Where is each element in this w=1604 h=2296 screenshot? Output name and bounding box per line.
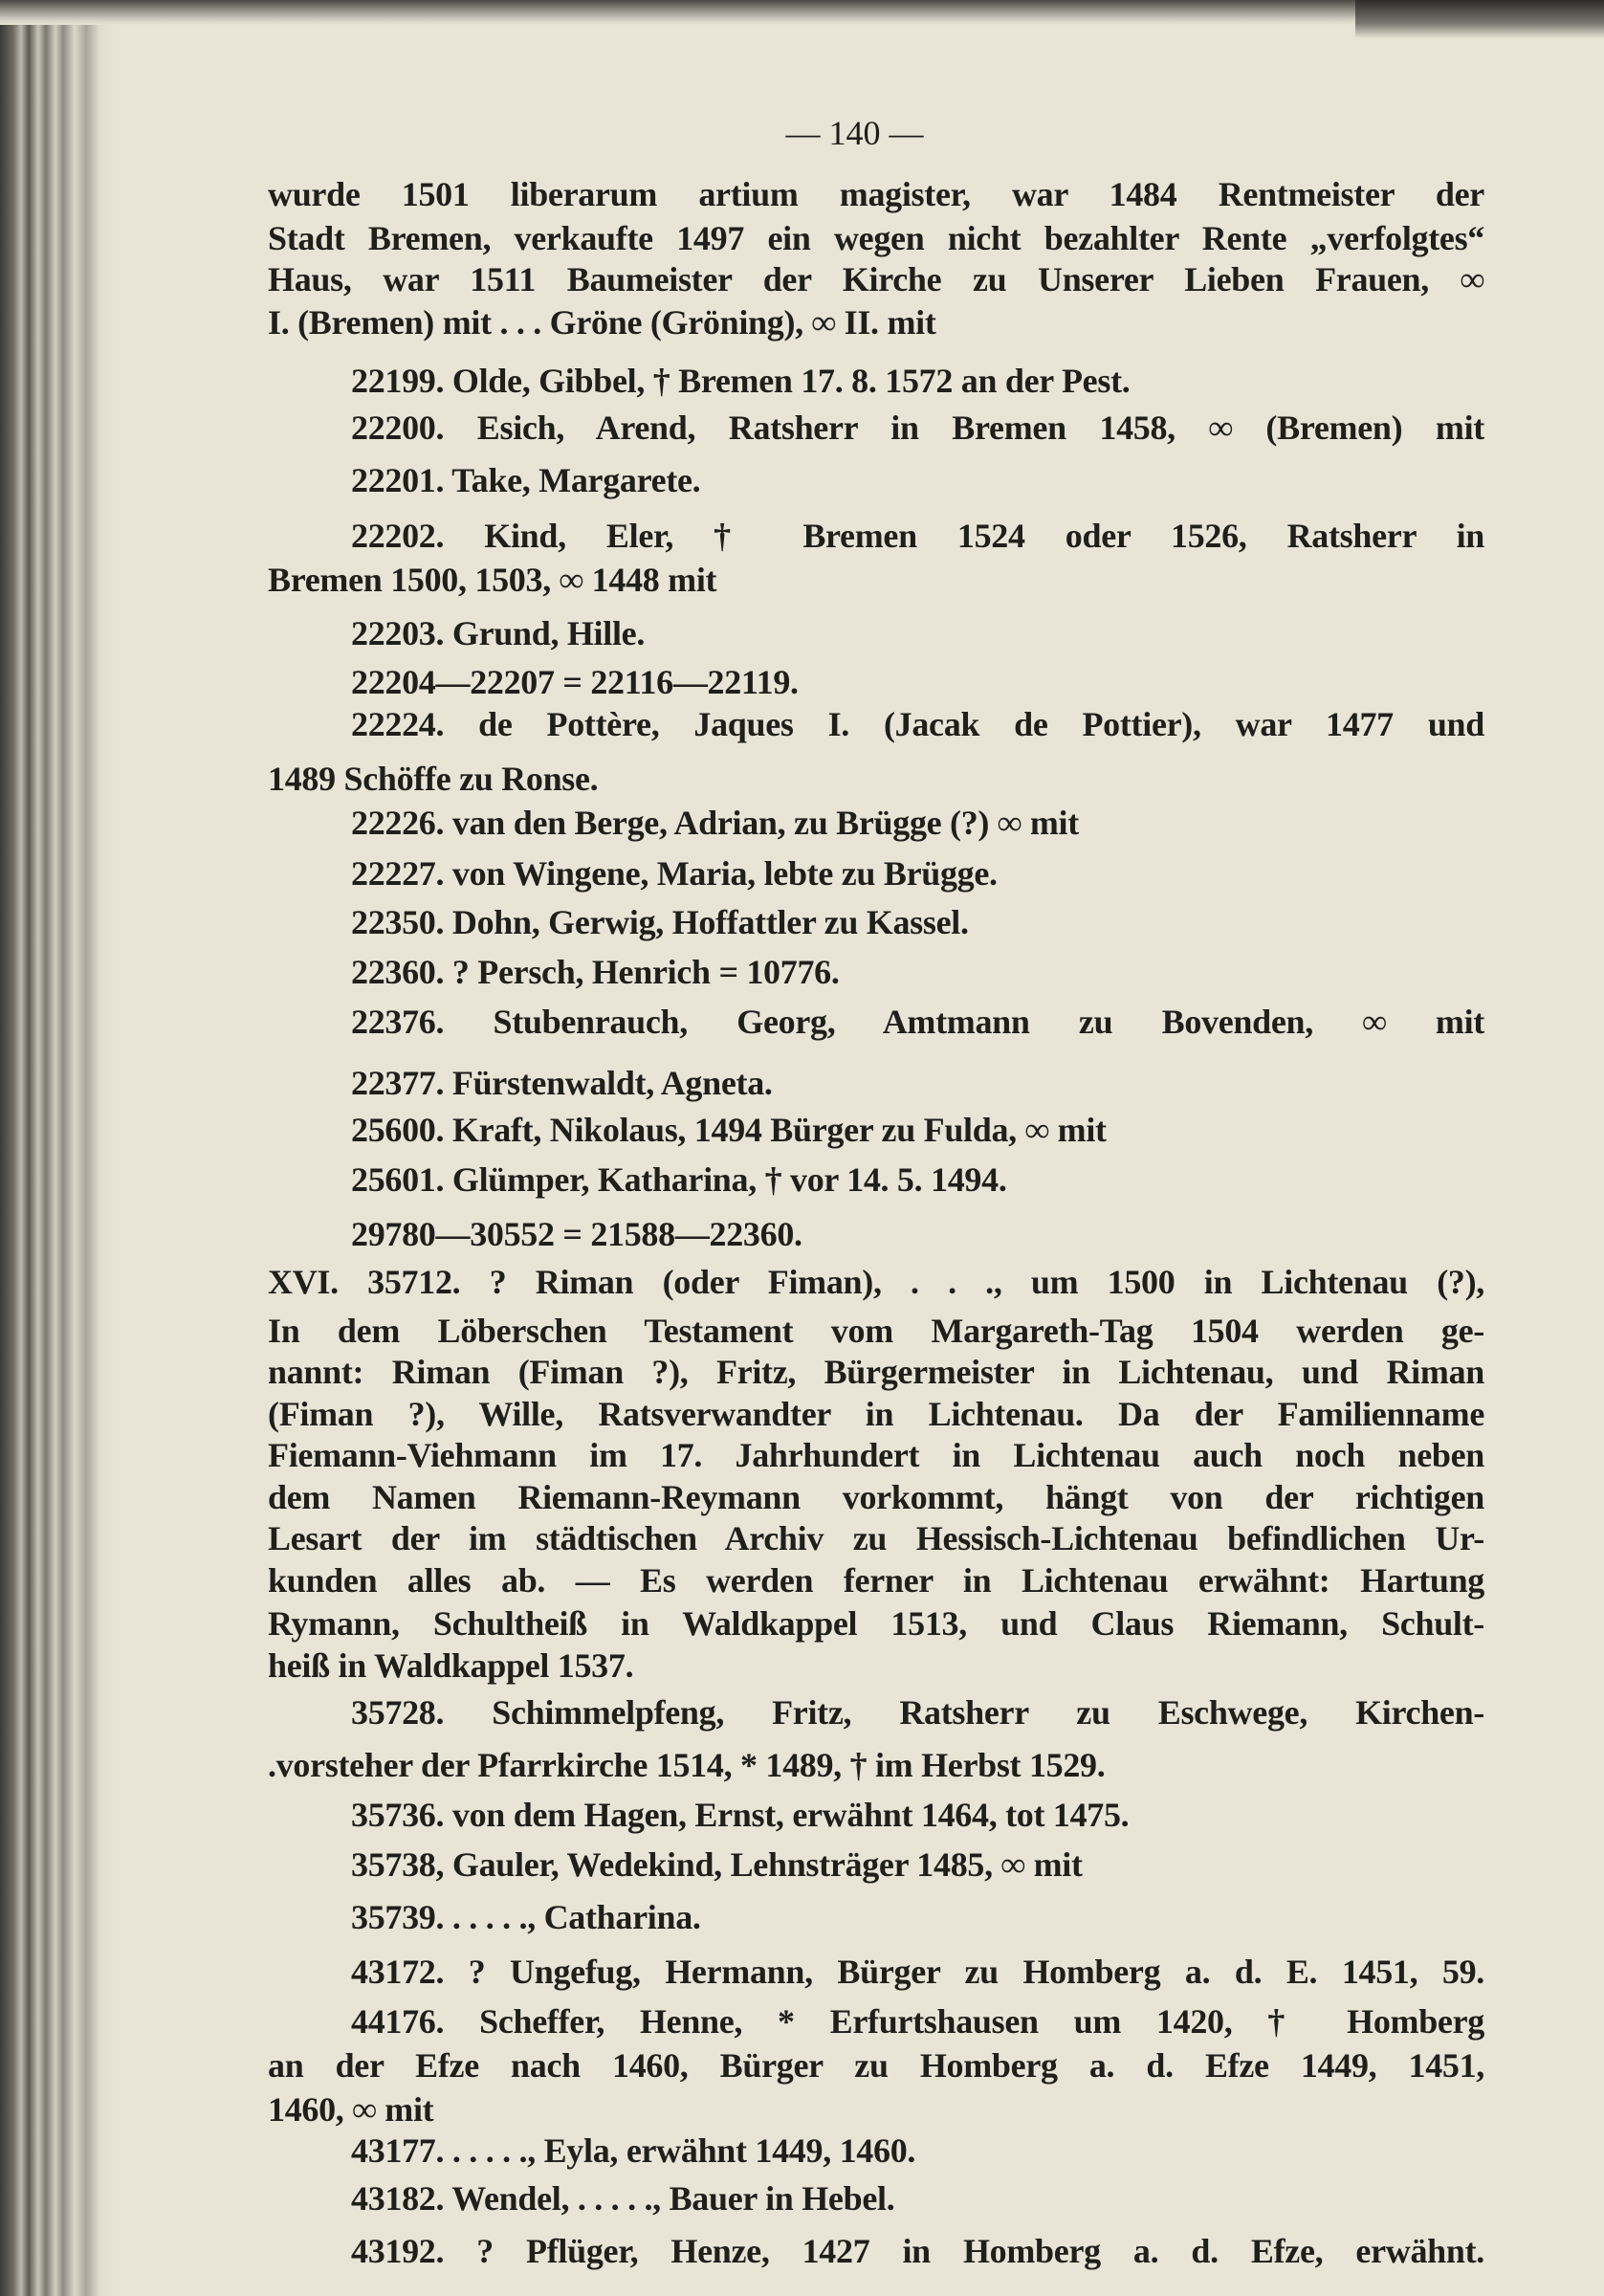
page-number: — 140 — bbox=[785, 114, 924, 152]
book-page-edges bbox=[0, 0, 115, 2296]
text-line: Haus, war 1511 Baumeister der Kirche zu Unserer Lieben Frauen, ∞ bbox=[268, 260, 1484, 298]
text-line: Rymann, Schultheiß in Waldkappel 1513, und Claus Riemann, Schult- bbox=[268, 1604, 1484, 1643]
text-line: 22376. Stubenrauch, Georg, Amtmann zu Bovenden, ∞ mit bbox=[351, 1003, 1484, 1041]
text-line: .vorsteher der Pfarrkirche 1514, * 1489, † im Herbst 1529. bbox=[268, 1746, 1106, 1784]
text-line: 22203. Grund, Hille. bbox=[351, 614, 646, 652]
text-line: 22350. Dohn, Gerwig, Hoffattler zu Kassel. bbox=[351, 903, 969, 941]
text-line: nannt: Riman (Fiman ?), Fritz, Bürgermeister in Lichtenau, und Riman bbox=[268, 1353, 1484, 1391]
text-line: 1489 Schöffe zu Ronse. bbox=[268, 760, 599, 798]
text-line: In dem Löberschen Testament vom Margareth-Tag 1504 werden ge- bbox=[268, 1312, 1484, 1350]
text-line: Fiemann-Viehmann im 17. Jahrhundert in Lichtenau auch noch neben bbox=[268, 1436, 1484, 1474]
text-line: Stadt Bremen, verkaufte 1497 ein wegen nicht bezahlter Rente „verfolgtes“ bbox=[268, 219, 1484, 257]
text-line: 22202. Kind, Eler, † Bremen 1524 oder 1526, Ratsherr in bbox=[351, 517, 1484, 555]
text-line: 25601. Glümper, Katharina, † vor 14. 5. 1494. bbox=[351, 1160, 1007, 1199]
text-line: kunden alles ab. — Es werden ferner in Lichtenau erwähnt: Hartung bbox=[268, 1561, 1484, 1600]
text-line: 22199. Olde, Gibbel, † Bremen 17. 8. 1572 an der Pest. bbox=[351, 362, 1131, 400]
text-line: 43172. ? Ungefug, Hermann, Bürger zu Homberg a. d. E. 1451, 59. bbox=[351, 1953, 1484, 1991]
text-line: wurde 1501 liberarum artium magister, war 1484 Rentmeister der bbox=[268, 175, 1484, 213]
text-line: (Fiman ?), Wille, Ratsverwandter in Lichtenau. Da der Familienname bbox=[268, 1395, 1484, 1433]
text-line: 22201. Take, Margarete. bbox=[351, 461, 701, 499]
text-line: 43177. . . . . ., Eyla, erwähnt 1449, 1460. bbox=[351, 2131, 916, 2170]
text-line: 22204—22207 = 22116—22119. bbox=[351, 663, 799, 701]
text-line: dem Namen Riemann-Reymann vorkommt, hängt von der richtigen bbox=[268, 1478, 1484, 1516]
text-line: an der Efze nach 1460, Bürger zu Homberg a. d. Efze 1449, 1451, bbox=[268, 2046, 1484, 2085]
text-line: 43192. ? Pflüger, Henze, 1427 in Homberg a. d. Efze, erwähnt. bbox=[351, 2232, 1484, 2270]
text-line: 43182. Wendel, . . . . ., Bauer in Hebel. bbox=[351, 2179, 895, 2218]
text-line: Bremen 1500, 1503, ∞ 1448 mit bbox=[268, 561, 717, 599]
page-corner-shadow bbox=[1355, 0, 1604, 38]
text-line: 1460, ∞ mit bbox=[268, 2090, 434, 2129]
text-line: 22226. van den Berge, Adrian, zu Brügge (?) ∞ mit bbox=[351, 804, 1079, 842]
text-line: 35739. . . . . ., Catharina. bbox=[351, 1898, 701, 1936]
text-line: 25600. Kraft, Nikolaus, 1494 Bürger zu Fulda, ∞ mit bbox=[351, 1111, 1107, 1149]
text-line: 22227. von Wingene, Maria, lebte zu Brügge. bbox=[351, 854, 998, 893]
text-line: 22360. ? Persch, Henrich = 10776. bbox=[351, 953, 840, 991]
text-line: 35738, Gauler, Wedekind, Lehnsträger 1485, ∞ mit bbox=[351, 1845, 1083, 1884]
text-line: 35736. von dem Hagen, Ernst, erwähnt 1464, tot 1475. bbox=[351, 1796, 1130, 1834]
text-line: 22377. Fürstenwaldt, Agneta. bbox=[351, 1064, 773, 1102]
text-line: 29780—30552 = 21588—22360. bbox=[351, 1215, 802, 1253]
text-line: XVI. 35712. ? Riman (oder Fiman), . . ., um 1500 in Lichtenau (?), bbox=[268, 1263, 1484, 1301]
text-line: 22200. Esich, Arend, Ratsherr in Bremen 1458, ∞ (Bremen) mit bbox=[351, 408, 1484, 447]
text-line: 22224. de Pottère, Jaques I. (Jacak de Pottier), war 1477 und bbox=[351, 705, 1484, 743]
text-line: 35728. Schimmelpfeng, Fritz, Ratsherr zu Eschwege, Kirchen- bbox=[351, 1693, 1484, 1732]
text-line: 44176. Scheffer, Henne, * Erfurtshausen um 1420, † Homberg bbox=[351, 2002, 1484, 2041]
text-line: heiß in Waldkappel 1537. bbox=[268, 1646, 634, 1685]
text-line: I. (Bremen) mit . . . Gröne (Gröning), ∞ II. mit bbox=[268, 303, 936, 342]
text-line: Lesart der im städtischen Archiv zu Hessisch-Lichtenau befindlichen Ur- bbox=[268, 1519, 1484, 1557]
